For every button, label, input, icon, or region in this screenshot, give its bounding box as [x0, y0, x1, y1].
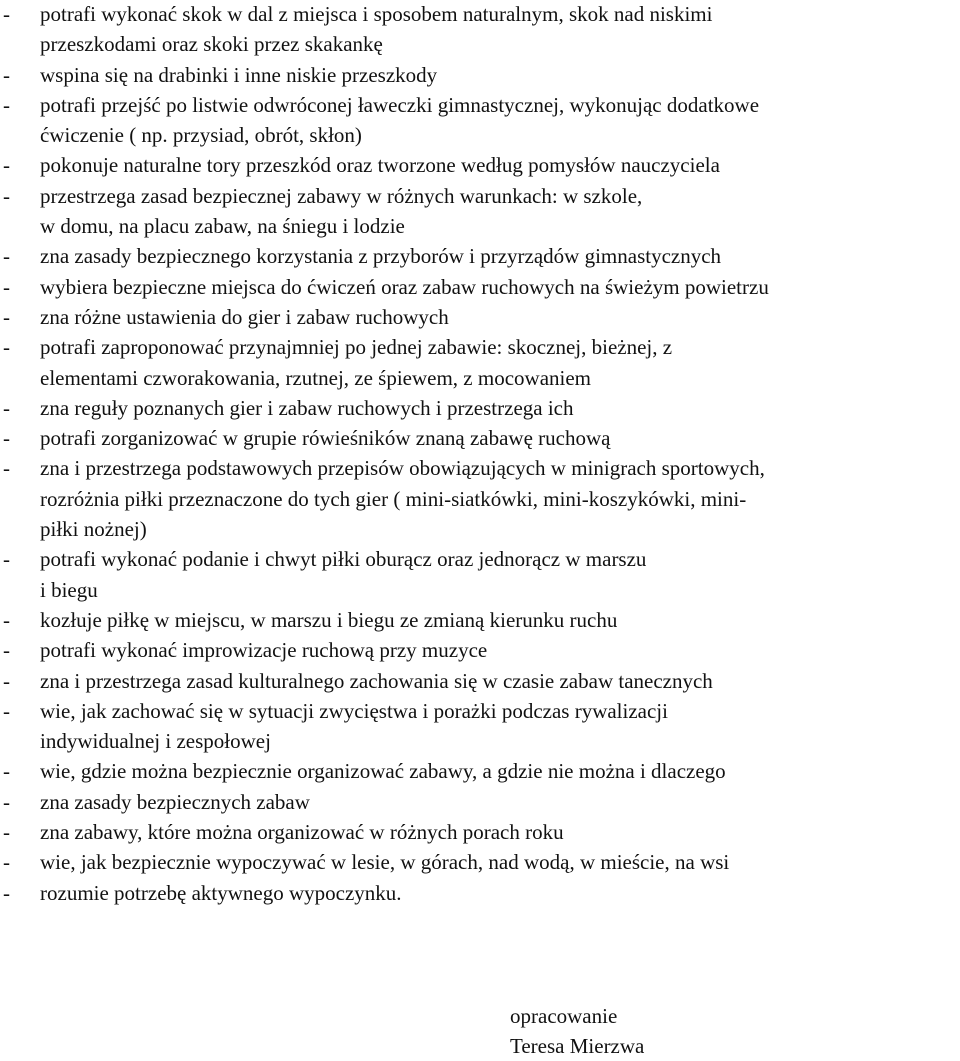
- list-item-line: zna zasady bezpiecznych zabaw: [40, 789, 310, 814]
- list-item-line: rozumie potrzebę aktywnego wypoczynku.: [40, 880, 402, 905]
- list-bullet: -: [3, 426, 10, 451]
- list-item-line: w domu, na placu zabaw, na śniegu i lodzie: [40, 214, 405, 239]
- list-item: [0, 332, 769, 393]
- list-item-line: zna zabawy, które można organizować w różnych porach roku: [40, 820, 564, 845]
- list-item-line: przeszkodami oraz skoki przez skakankę: [40, 32, 383, 57]
- list-item-line: i biegu: [40, 577, 98, 602]
- list-item: [0, 272, 769, 302]
- list-bullet: -: [3, 789, 10, 814]
- signature-block: [510, 1001, 644, 1061]
- list-item-line: zna różne ustawienia do gier i zabaw ruchowych: [40, 304, 449, 329]
- list-item: [0, 453, 769, 544]
- list-bullet: -: [3, 62, 10, 87]
- list-item: [0, 817, 769, 847]
- list-item-line: zna zasady bezpiecznego korzystania z przyborów i przyrządów gimnastycznych: [40, 244, 722, 269]
- list-item-line: zna i przestrzega zasad kulturalnego zachowania się w czasie zabaw tanecznych: [40, 668, 713, 693]
- list-item: [0, 60, 769, 90]
- list-item: [0, 90, 769, 151]
- list-item: [0, 241, 769, 271]
- list-bullet: -: [3, 759, 10, 784]
- list-bullet: -: [3, 274, 10, 299]
- list-item: [0, 181, 769, 242]
- list-bullet: -: [3, 698, 10, 723]
- list-bullet: -: [3, 92, 10, 117]
- list-item-line: zna reguły poznanych gier i zabaw ruchowych i przestrzega ich: [40, 395, 574, 420]
- list-bullet: -: [3, 607, 10, 632]
- list-item-line: wybiera bezpieczne miejsca do ćwiczeń oraz zabaw ruchowych na świeżym powietrzu: [40, 274, 769, 299]
- list-item-line: wie, jak zachować się w sytuacji zwycięstwa i porażki podczas rywalizacji: [40, 698, 668, 723]
- list-item: [0, 544, 769, 605]
- list-item-line: pokonuje naturalne tory przeszkód oraz tworzone według pomysłów nauczyciela: [40, 153, 720, 178]
- list-bullet: -: [3, 456, 10, 481]
- list-bullet: -: [3, 547, 10, 572]
- list-bullet: -: [3, 395, 10, 420]
- list-item-line: potrafi wykonać podanie i chwyt piłki oburącz oraz jednorącz w marszu: [40, 547, 647, 572]
- list-item-line: kozłuje piłkę w miejscu, w marszu i biegu ze zmianą kierunku ruchu: [40, 607, 618, 632]
- list-item-line: potrafi zaproponować przynajmniej po jednej zabawie: skocznej, bieżnej, z: [40, 335, 673, 360]
- list-item: [0, 0, 769, 60]
- list-item: [0, 696, 769, 757]
- list-item-line: elementami czworakowania, rzutnej, ze śpiewem, z mocowaniem: [40, 365, 592, 390]
- list-item-line: potrafi zorganizować w grupie rówieśników znaną zabawę ruchową: [40, 426, 611, 451]
- list-item-line: wie, jak bezpiecznie wypoczywać w lesie, w górach, nad wodą, w mieście, na wsi: [40, 850, 730, 875]
- list-item-line: potrafi przejść po listwie odwróconej ławeczki gimnastycznej, wykonując dodatkowe: [40, 92, 760, 117]
- list-item: [0, 423, 769, 453]
- list-bullet: -: [3, 335, 10, 360]
- list-item-line: wspina się na drabinki i inne niskie przeszkody: [40, 62, 438, 87]
- list-bullet: -: [3, 668, 10, 693]
- list-item: [0, 150, 769, 180]
- list-item-line: indywidualnej i zespołowej: [40, 729, 271, 754]
- list-item-line: potrafi wykonać skok w dal z miejsca i sposobem naturalnym, skok nad niskimi: [40, 2, 713, 26]
- list-item-line: przestrzega zasad bezpiecznej zabawy w różnych warunkach: w szkole,: [40, 183, 643, 208]
- list-item-line: piłki nożnej): [40, 517, 147, 542]
- list-bullet: -: [3, 880, 10, 905]
- list-bullet: -: [3, 244, 10, 269]
- list-item: [0, 756, 769, 786]
- list-bullet: -: [3, 153, 10, 178]
- signature-label: opracowanie: [510, 1004, 618, 1028]
- list-item: [0, 666, 769, 696]
- list-bullet: -: [3, 820, 10, 845]
- list-item: [0, 635, 769, 665]
- list-bullet: -: [3, 850, 10, 875]
- list-item-line: ćwiczenie ( np. przysiad, obrót, skłon): [40, 123, 362, 148]
- list-item: [0, 302, 769, 332]
- list-bullet: -: [3, 2, 10, 26]
- list-item: [0, 787, 769, 817]
- list-item: [0, 605, 769, 635]
- list-item: [0, 393, 769, 423]
- list-bullet: -: [3, 183, 10, 208]
- signature-name: Teresa Mierzwa: [510, 1034, 645, 1058]
- list-item: [0, 878, 769, 908]
- list-item: [0, 847, 769, 877]
- list-item-line: wie, gdzie można bezpiecznie organizować zabawy, a gdzie nie można i dlaczego: [40, 759, 726, 784]
- list-item-line: zna i przestrzega podstawowych przepisów obowiązujących w minigrach sportowych,: [40, 456, 765, 481]
- list-item-line: potrafi wykonać improwizacje ruchową przy muzyce: [40, 638, 488, 663]
- list-bullet: -: [3, 638, 10, 663]
- list-bullet: -: [3, 304, 10, 329]
- list-item-line: rozróżnia piłki przeznaczone do tych gier ( mini-siatkówki, mini-koszykówki, mini-: [40, 486, 747, 511]
